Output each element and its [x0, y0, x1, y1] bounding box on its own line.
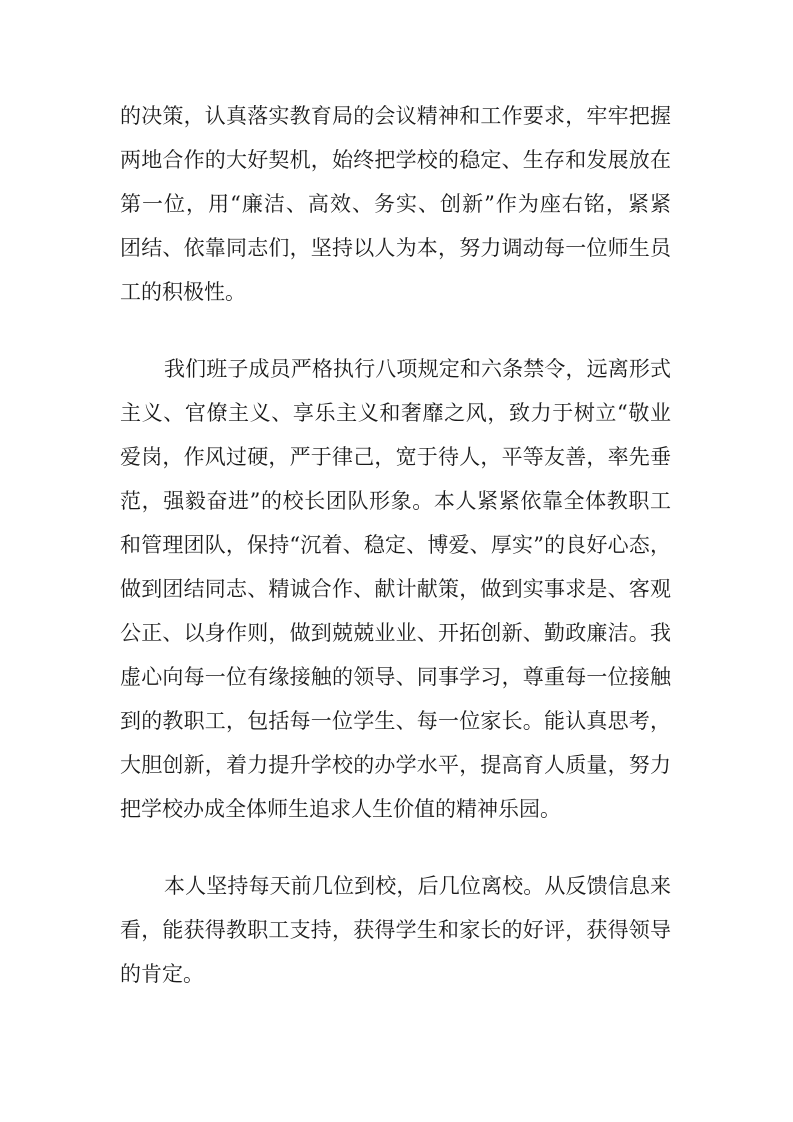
paragraph-line: 公正、以身作则，做到兢兢业业、开拓创新、勤政廉洁。我 [120, 621, 671, 645]
paragraph-line: 大胆创新，着力提升学校的办学水平，提高育人质量，努力 [120, 753, 671, 777]
paragraph-line: 虚心向每一位有缘接触的领导、同事学习，尊重每一位接触 [120, 665, 671, 689]
paragraph-line: 我们班子成员严格执行八项规定和六条禁令，远离形式 [164, 357, 671, 381]
paragraph-line: 范，强毅奋进”的校长团队形象。本人紧紧依靠全体教职工 [120, 489, 671, 513]
paragraph-line: 第一位，用“廉洁、高效、务实、创新”作为座右铭，紧紧 [120, 192, 671, 216]
paragraph-line: 到的教职工，包括每一位学生、每一位家长。能认真思考， [120, 709, 671, 733]
paragraph-line: 本人坚持每天前几位到校，后几位离校。从反馈信息来 [164, 874, 671, 898]
paragraph-line: 两地合作的大好契机，始终把学校的稳定、生存和发展放在 [120, 148, 671, 172]
paragraph-line: 的决策，认真落实教育局的会议精神和工作要求，牢牢把握 [120, 104, 671, 128]
paragraph-line: 的肯定。 [120, 962, 204, 986]
paragraph-line: 做到团结同志、精诚合作、献计献策，做到实事求是、客观 [120, 577, 671, 601]
paragraph-line: 团结、依靠同志们，坚持以人为本，努力调动每一位师生员 [120, 236, 671, 260]
paragraph-line: 爱岗，作风过硬，严于律己，宽于待人，平等友善，率先垂 [120, 445, 671, 469]
paragraph-line: 把学校办成全体师生追求人生价值的精神乐园。 [120, 797, 561, 821]
paragraph-line: 看，能获得教职工支持，获得学生和家长的好评，获得领导 [120, 918, 671, 942]
paragraph-line: 和管理团队，保持“沉着、稳定、博爱、厚实”的良好心态， [120, 533, 671, 557]
paragraph-line: 主义、官僚主义、享乐主义和奢靡之风，致力于树立“敬业 [120, 401, 671, 425]
paragraph-line: 工的积极性。 [120, 280, 246, 304]
